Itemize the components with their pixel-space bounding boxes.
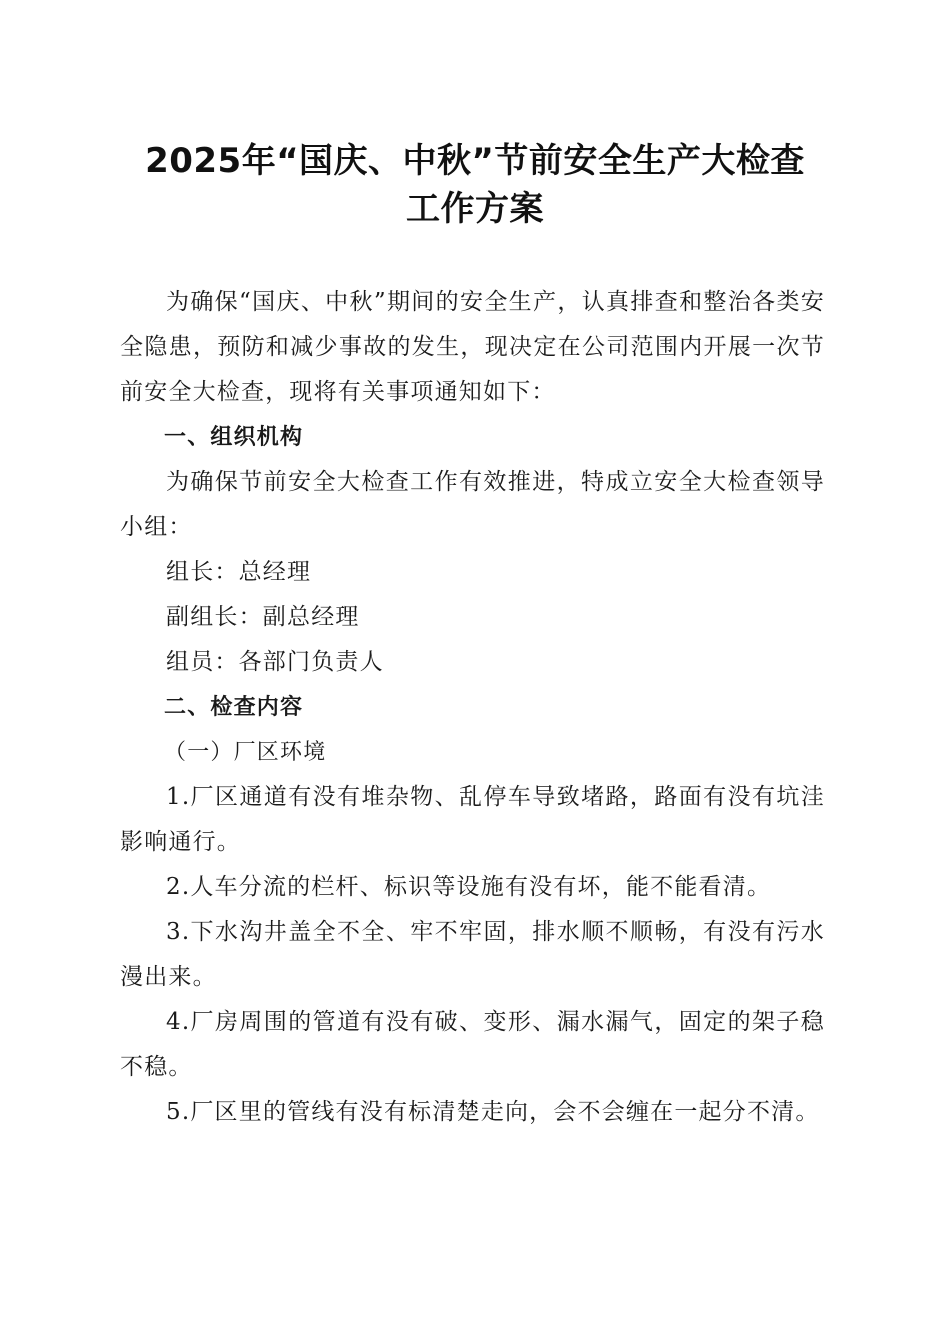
section-heading-organization: 一、组织机构: [164, 425, 304, 450]
organization-paragraph: 为确保节前安全大检查工作有效推进，特成立安全大检查领导小组：: [120, 469, 825, 540]
list-item: 1.厂区通道有没有堆杂物、乱停车导致堵路，路面有没有坑洼影响通行。: [120, 784, 825, 855]
intro-paragraph: 为确保“国庆、中秋”期间的安全生产，认真排查和整治各类安全隐患，预防和减少事故的发生，现决定在公司范围内开展一次节前安全大检查，现将有关事项通知如下：: [120, 289, 825, 405]
list-item: 4.厂房周围的管道有没有破、变形、漏水漏气，固定的架子稳不稳。: [120, 1009, 825, 1080]
members-line: 组员：各部门负责人: [166, 649, 384, 675]
title-line-1: 2025年“国庆、中秋”节前安全生产大检查: [145, 141, 805, 181]
deputy-leader-line: 副组长：副总经理: [166, 604, 360, 630]
title-line-2: 工作方案: [406, 189, 544, 229]
section-heading-inspection: 二、检查内容: [164, 695, 304, 720]
document-title: [0, 137, 950, 233]
document-body: [120, 280, 825, 1135]
list-item: 2.人车分流的栏杆、标识等设施有没有坏，能不能看清。: [166, 874, 772, 900]
list-item: 3.下水沟井盖全不全、牢不牢固，排水顺不顺畅，有没有污水漫出来。: [120, 919, 825, 990]
leader-line: 组长：总经理: [166, 559, 312, 585]
subsection-heading-plant-environment: （一）厂区环境: [164, 740, 327, 765]
list-item: 5.厂区里的管线有没有标清楚走向，会不会缠在一起分不清。: [166, 1099, 820, 1125]
